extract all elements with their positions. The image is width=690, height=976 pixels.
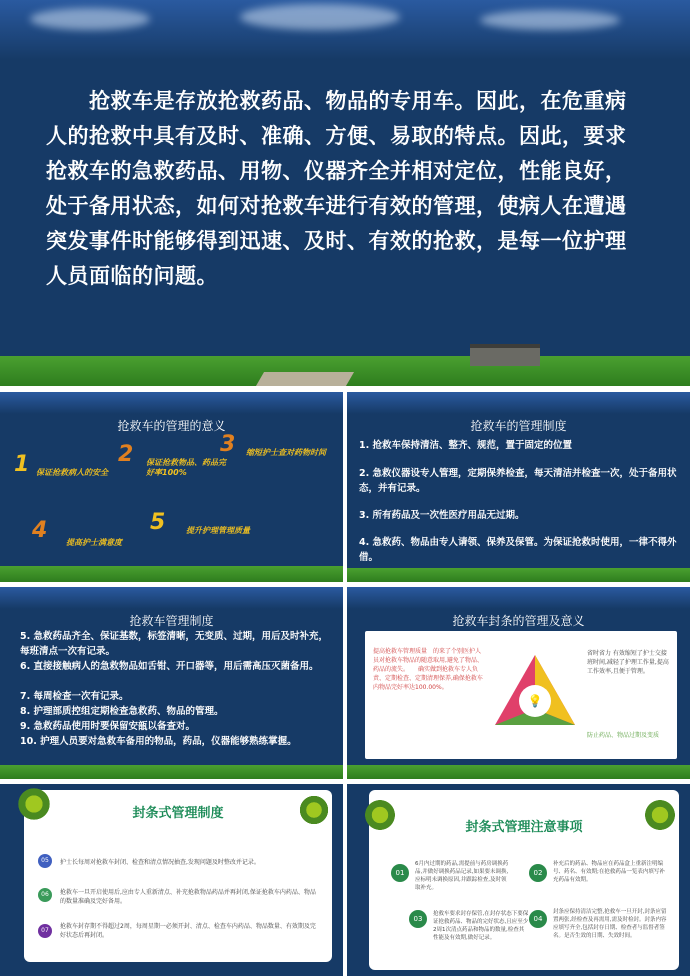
rule-item: 1. 抢救车保持清洁、整齐、规范，置于固定的位置 (359, 440, 573, 451)
item-label: 提升护理管理质量 (186, 526, 250, 535)
item-number: 5 (150, 510, 166, 535)
sky-background (347, 587, 690, 609)
sky-background (0, 587, 343, 609)
card-title: 封条式管理注意事项 (465, 820, 583, 835)
item-text: 封条应保持清洁完整,抢救车一旦开封,封条应留置两张,经检查及再需用,需及时检封。封条内容应填写齐全,包括封存日期、检查者与监督者签名。是否生效的日期、失效时间。 (553, 909, 667, 939)
item-label: 保证抢救物品、药品完好率100% (146, 458, 226, 477)
content-card (369, 790, 679, 970)
slide-seal-rules (0, 784, 343, 976)
left-text: 提高抢救车管理质量 的来了个别医护人员对抢救车物品的随意取用,避免了物品、药品的流失。 确实做到抢救车专人负责、定期检查、定期清理保养,确保抢救车内物品完好率达100.00%。 (373, 648, 483, 691)
slide-title: 抢救车封条的管理及意义 (452, 614, 585, 628)
row-marker: 05 (38, 854, 52, 868)
grass-field (0, 765, 343, 779)
sky-background (347, 392, 690, 414)
right-top-text: 省时省力 有效缩短了护士交接班时间,减轻了护理工作量,提高工作效率,且便于管理。 (587, 650, 669, 675)
item-marker: 04 (529, 910, 547, 928)
road (256, 372, 354, 386)
rule-item: 6. 直接接触病人的急救物品如舌钳、开口器等，用后需高压灭菌备用。 (20, 661, 319, 672)
rule-item: 3. 所有药品及一次性医疗用品无过期。 (359, 510, 525, 521)
item-number: 3 (220, 432, 236, 457)
cloud (240, 4, 400, 30)
farmhouse (470, 344, 540, 366)
slide-seal (347, 587, 690, 779)
item-marker: 02 (529, 864, 547, 882)
row-text: 抢救车一旦开启使用后,应由专人重新清点、补充抢救物品药品并再封闭,保证抢救车内药品、物品的数量准确及完好备用。 (60, 889, 316, 905)
slide-rules-2 (0, 587, 343, 779)
rule-item: 8. 护理部质控组定期检查急救药、物品的管理。 (20, 706, 224, 717)
rule-item: 4. 急救药、物品由专人请领、保养及保管。为保证抢救时使用，一律不得外借。 (359, 537, 677, 563)
item-text: 补充后的药品、物品应在药品盒上重新注明编号、药名、有效期;在抢救药品一览表内填写补充药品有效期。 (553, 861, 665, 883)
row-text: 护士长每周对抢救车封闭、检查和清点情况抽查,发现问题及时整改并记录。 (60, 859, 260, 866)
item-label: 保证抢救病人的安全 (36, 468, 108, 477)
slide-intro (0, 0, 690, 386)
content-card (365, 631, 677, 759)
rule-item: 5. 急救药品齐全、保证基数，标签清晰，无变质、过期，用后及时补充，每班清点一次有记录。 (20, 631, 329, 657)
card-title: 封条式管理制度 (132, 806, 224, 821)
triangle-diagram (489, 649, 581, 741)
item-number: 2 (118, 442, 134, 467)
slide-seal-notes (347, 784, 690, 976)
item-marker: 03 (409, 910, 427, 928)
rule-item: 7. 每周检查一次有记录。 (20, 691, 129, 702)
content-card (24, 790, 332, 962)
item-marker: 01 (391, 864, 409, 882)
item-label: 提高护士满意度 (66, 538, 122, 547)
slide-title: 抢救车的管理制度 (470, 419, 567, 433)
row-text: 抢救车封存期不得超过2周，每周星期一必须开封、清点、检查车内药品、物品数量、有效期及完好状态后再封闭。 (60, 923, 316, 939)
intro-paragraph: 抢救车是存放抢救药品、物品的专用车。因此，在危重病人的抢救中具有及时、准确、方便、易取的特点。因此，要求抢救车的急救药品、用物、仪器齐全并相对定位，性能良好，处于备用状态，如何对抢救车进行有效的管理，使病人在遭遇突发事件时能够得到迅速、及时、有效的抢救，是每一位护理人员面临的问题。 (46, 89, 627, 288)
grass-field (0, 566, 343, 582)
slide-title: 抢救车管理制度 (129, 614, 214, 628)
row-marker: 07 (38, 924, 52, 938)
grass-field (347, 568, 690, 582)
item-number: 4 (32, 518, 48, 543)
rule-item: 10. 护理人员要对急救车备用的物品，药品，仪器能够熟练掌握。 (20, 736, 297, 747)
sky-background (0, 392, 343, 414)
rule-item: 9. 急救药品使用时要保留安瓿以备查对。 (20, 721, 196, 732)
right-bottom-text: 防止药品、物品过期及变质 (587, 732, 660, 739)
cloud (30, 8, 150, 30)
item-number: 1 (14, 452, 30, 477)
rule-item: 2. 急救仪器设专人管理，定期保养检查，每天清洁并检查一次，处于备用状态，并有记录。 (359, 468, 677, 494)
row-marker: 06 (38, 888, 52, 902)
grass-field (347, 765, 690, 779)
svg-text:💡: 💡 (527, 694, 543, 708)
cloud (480, 10, 620, 30)
item-label: 缩短护士查对药物时间 (246, 448, 326, 457)
item-text: 抢救车要求封存保管,在封存状态下要保证抢救药品、物品的完好状态,且应至少2周1次清点药品和物品的数量,检查其性能及有效期,做好记录。 (433, 911, 529, 941)
item-text: 6月内过期的药品,需提前与药房调换药品,并做好调换药品记录,如果要未调换,应标明未调换原因,并跟踪检查,及时领取补充。 (415, 861, 509, 891)
slide-significance (0, 392, 343, 582)
slide-rules-1 (347, 392, 690, 582)
slide-title: 抢救车的管理的意义 (117, 419, 226, 433)
